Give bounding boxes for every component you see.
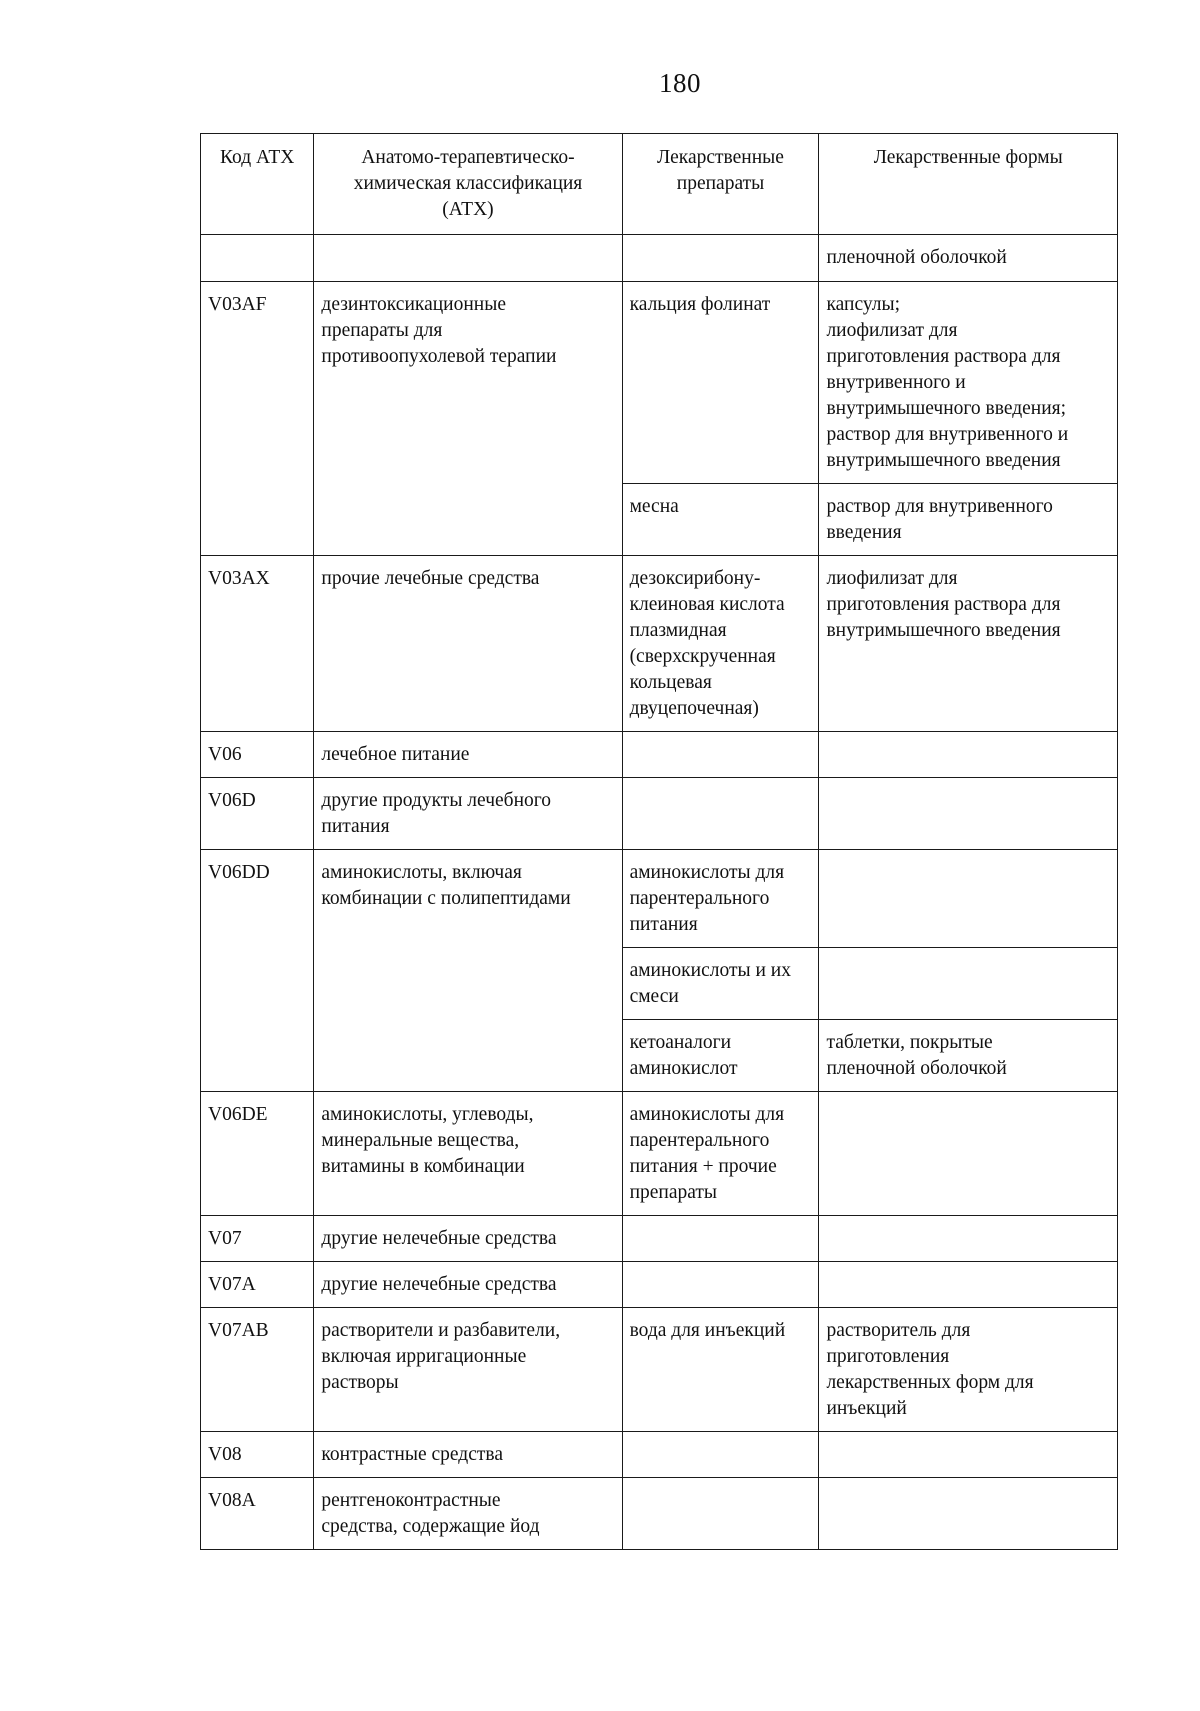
- cell-drug: [622, 1262, 819, 1308]
- cell-code: V06DE: [201, 1092, 314, 1216]
- cell-code: V08A: [201, 1478, 314, 1550]
- table-row: [201, 850, 1118, 948]
- cell-drug: аминокислоты и их смеси: [622, 948, 819, 1020]
- cell-code: V08: [201, 1432, 314, 1478]
- cell-classification: прочие лечебные средства: [314, 556, 622, 732]
- cell-code: V06DD: [201, 850, 314, 1092]
- cell-code: V07A: [201, 1262, 314, 1308]
- table-header-row: [201, 134, 1118, 235]
- cell-code: V03AX: [201, 556, 314, 732]
- table-row: [201, 1262, 1118, 1308]
- table-row: [201, 1216, 1118, 1262]
- table-row: [201, 1432, 1118, 1478]
- header-drugs: Лекарственные препараты: [622, 134, 819, 235]
- cell-drug: [622, 732, 819, 778]
- cell-code: V06D: [201, 778, 314, 850]
- cell-drug: [622, 778, 819, 850]
- cell-code: V06: [201, 732, 314, 778]
- table-row: [201, 556, 1118, 732]
- cell-classification: растворители и разбавители, включая ирригационные растворы: [314, 1308, 622, 1432]
- cell-drug: дезоксирибону- клеиновая кислота плазмидная (сверхскрученная кольцевая двуцепочечная): [622, 556, 819, 732]
- cell-code: [201, 235, 314, 282]
- cell-form: [819, 1478, 1118, 1550]
- cell-form: таблетки, покрытые пленочной оболочкой: [819, 1020, 1118, 1092]
- cell-classification: другие нелечебные средства: [314, 1262, 622, 1308]
- cell-drug: вода для инъекций: [622, 1308, 819, 1432]
- table-row: [201, 778, 1118, 850]
- cell-code: V07AB: [201, 1308, 314, 1432]
- cell-drug: [622, 1216, 819, 1262]
- table-row: [201, 1478, 1118, 1550]
- cell-classification: другие нелечебные средства: [314, 1216, 622, 1262]
- cell-form: лиофилизат для приготовления раствора для внутримышечного введения: [819, 556, 1118, 732]
- header-atc-classification: Анатомо-терапевтическо- химическая классификация (АТХ): [314, 134, 622, 235]
- cell-classification: контрастные средства: [314, 1432, 622, 1478]
- cell-form: [819, 1216, 1118, 1262]
- cell-classification: аминокислоты, включая комбинации с полипептидами: [314, 850, 622, 1092]
- cell-form: растворитель для приготовления лекарственных форм для инъекций: [819, 1308, 1118, 1432]
- cell-code: V03AF: [201, 282, 314, 556]
- cell-classification: аминокислоты, углеводы, минеральные вещества, витамины в комбинации: [314, 1092, 622, 1216]
- header-atc-code: Код АТХ: [201, 134, 314, 235]
- header-dosage-forms: Лекарственные формы: [819, 134, 1118, 235]
- cell-classification: дезинтоксикационные препараты для противоопухолевой терапии: [314, 282, 622, 556]
- cell-form: [819, 732, 1118, 778]
- cell-form: [819, 1262, 1118, 1308]
- cell-drug: [622, 1478, 819, 1550]
- cell-form: [819, 850, 1118, 948]
- cell-drug: [622, 1432, 819, 1478]
- table-row: [201, 282, 1118, 484]
- table-row: [201, 1092, 1118, 1216]
- cell-form: [819, 948, 1118, 1020]
- page-number: 180: [659, 68, 701, 98]
- cell-form: пленочной оболочкой: [819, 235, 1118, 282]
- cell-drug: кальция фолинат: [622, 282, 819, 484]
- cell-classification: другие продукты лечебного питания: [314, 778, 622, 850]
- cell-classification: [314, 235, 622, 282]
- cell-drug: [622, 235, 819, 282]
- cell-form: [819, 778, 1118, 850]
- cell-form: раствор для внутривенного введения: [819, 484, 1118, 556]
- cell-drug: кетоаналоги аминокислот: [622, 1020, 819, 1092]
- cell-drug: аминокислоты для парентерального питания: [622, 850, 819, 948]
- cell-code: V07: [201, 1216, 314, 1262]
- table-row: [201, 1308, 1118, 1432]
- table-row: [201, 235, 1118, 282]
- cell-form: [819, 1092, 1118, 1216]
- cell-form: капсулы; лиофилизат для приготовления раствора для внутривенного и внутримышечного введения; раствор для внутривенного и внутримышечного введения: [819, 282, 1118, 484]
- cell-classification: рентгеноконтрастные средства, содержащие йод: [314, 1478, 622, 1550]
- cell-form: [819, 1432, 1118, 1478]
- cell-classification: лечебное питание: [314, 732, 622, 778]
- cell-drug: аминокислоты для парентерального питания + прочие препараты: [622, 1092, 819, 1216]
- table-row: [201, 732, 1118, 778]
- atc-table: [200, 133, 1118, 1550]
- cell-drug: месна: [622, 484, 819, 556]
